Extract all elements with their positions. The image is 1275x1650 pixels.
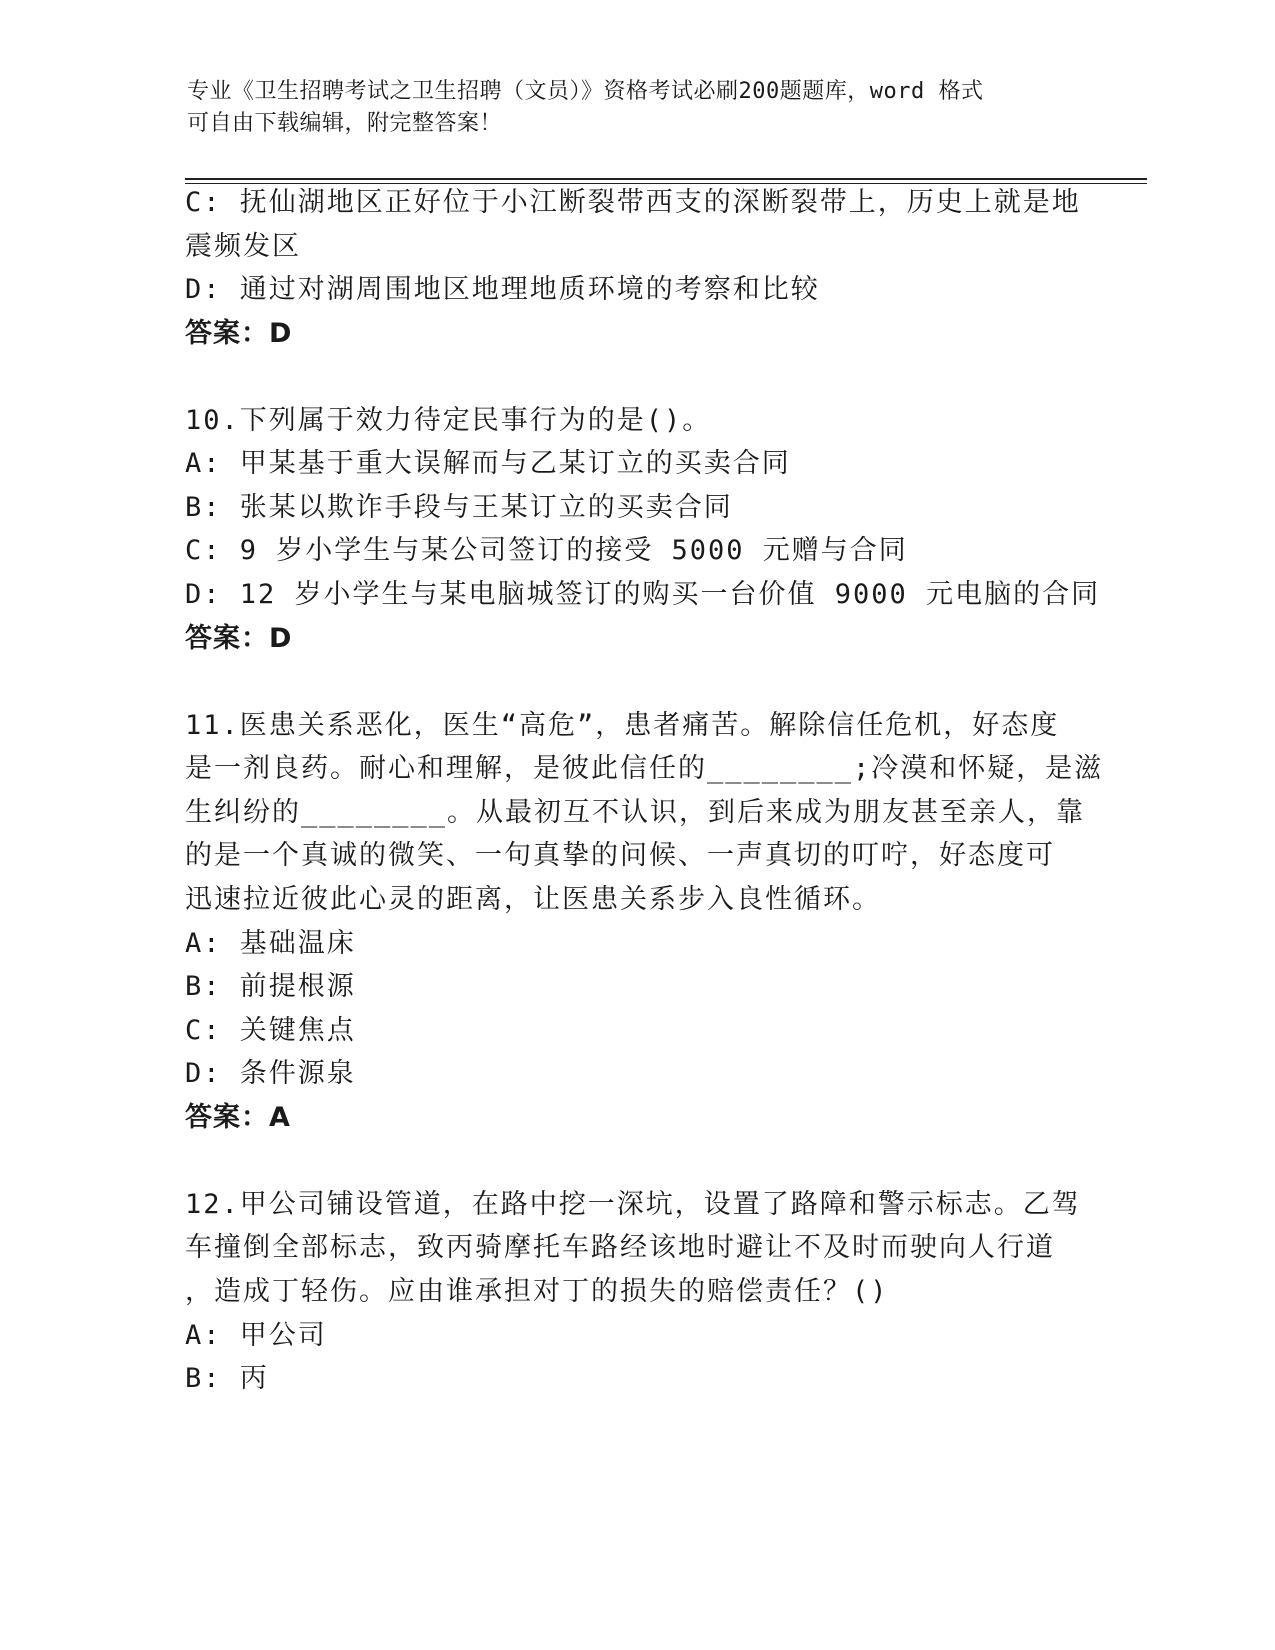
question-12-line-2: 车撞倒全部标志，致丙骑摩托车路经该地时避让不及时而驶向人行道 — [185, 1232, 1055, 1263]
option-c-line-1: C: 抚仙湖地区正好位于小江断裂带西支的深断裂带上，历史上就是地 — [185, 187, 1081, 218]
question-11-line-5: 迅速拉近彼此心灵的距离，让医患关系步入良性循环。 — [185, 884, 881, 915]
header-divider-thick — [185, 178, 1147, 180]
question-12-line-1: 12.甲公司铺设管道，在路中挖一深坑，设置了路障和警示标志。乙驾 — [185, 1189, 1081, 1220]
question-11-line-1: 11.医患关系恶化，医生“高危”，患者痛苦。解除信任危机，好态度 — [185, 710, 1060, 741]
answer-10: 答案：D — [185, 623, 293, 654]
q12-option-b: B: 丙 — [185, 1363, 269, 1394]
q10-option-c: C: 9 岁小学生与某公司签订的接受 5000 元赠与合同 — [185, 535, 908, 566]
question-10: 10.下列属于效力待定民事行为的是()。 — [185, 405, 712, 436]
question-11-line-4: 的是一个真诚的微笑、一句真挚的问候、一声真切的叮咛，好态度可 — [185, 840, 1055, 871]
header-title-line-1: 专业《卫生招聘考试之卫生招聘（文员）》资格考试必刷200题题库，word 格式 — [187, 79, 984, 104]
q10-option-d: D: 12 岁小学生与某电脑城签订的购买一台价值 9000 元电脑的合同 — [185, 579, 1101, 610]
q11-option-d: D: 条件源泉 — [185, 1058, 356, 1089]
header-title-line-2: 可自由下载编辑，附完整答案！ — [187, 111, 503, 136]
q10-option-b: B: 张某以欺诈手段与王某订立的买卖合同 — [185, 492, 733, 523]
q12-option-a: A: 甲公司 — [185, 1320, 327, 1351]
answer-9: 答案：D — [185, 318, 293, 349]
header-divider-thin — [185, 183, 1147, 184]
question-11-line-2: 是一剂良药。耐心和理解，是彼此信任的________;冷漠和怀疑，是滋 — [185, 753, 1104, 784]
question-11-line-3: 生纠纷的________。从最初互不认识，到后来成为朋友甚至亲人，靠 — [185, 797, 1086, 828]
option-d: D: 通过对湖周围地区地理地质环境的考察和比较 — [185, 274, 820, 305]
q10-option-a: A: 甲某基于重大误解而与乙某订立的买卖合同 — [185, 448, 791, 479]
q11-option-b: B: 前提根源 — [185, 971, 356, 1002]
q11-option-c: C: 关键焦点 — [185, 1015, 356, 1046]
q11-option-a: A: 基础温床 — [185, 928, 356, 959]
answer-11: 答案：A — [185, 1102, 291, 1133]
question-12-line-3: ，造成丁轻伤。应由谁承担对丁的损失的赔偿责任？() — [185, 1276, 889, 1307]
option-c-line-2: 震频发区 — [185, 231, 301, 262]
